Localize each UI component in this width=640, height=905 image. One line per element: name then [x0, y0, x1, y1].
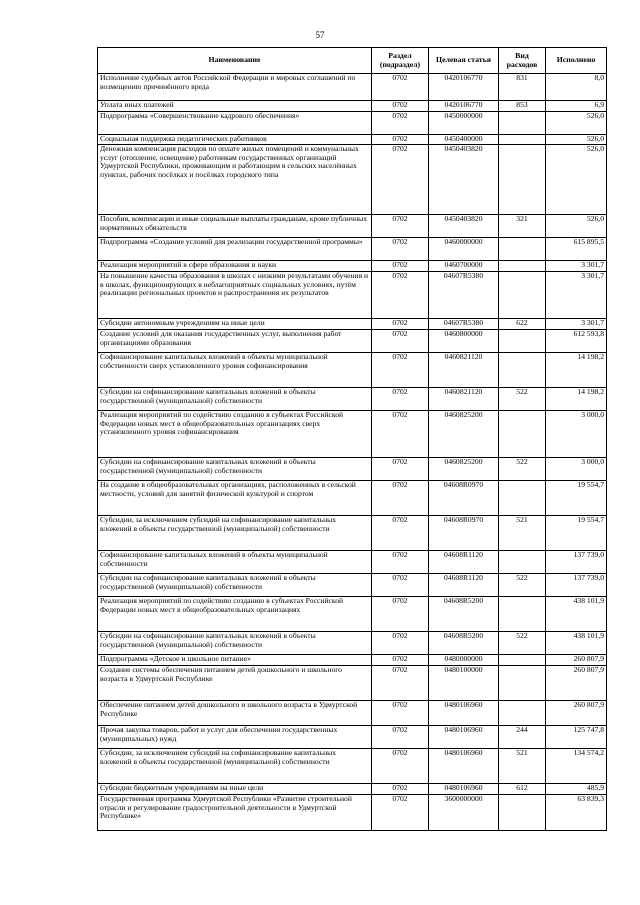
cell-expense-type: [499, 666, 546, 701]
cell-section: 0702: [372, 701, 429, 726]
cell-expense-type: 321: [499, 215, 546, 238]
table-row: [98, 701, 607, 726]
cell-executed: 3 000,0: [546, 458, 607, 481]
cell-target: 3600000000: [429, 795, 499, 831]
cell-name: Подпрограмма «Создание условий для реализации государственной программы»: [98, 238, 372, 261]
cell-expense-type: [499, 272, 546, 319]
table-row: [98, 749, 607, 784]
cell-section: 0702: [372, 261, 429, 272]
cell-expense-type: [499, 481, 546, 516]
table-row: [98, 795, 607, 831]
cell-name: Подпрограмма «Детское и школьное питание»: [98, 655, 372, 666]
cell-target: 0450000000: [429, 112, 499, 135]
cell-name: Денежная компенсация расходов по оплате жилых помещений и коммунальных услуг (отопление, освещение) работникам государственных организаций Удмуртской Республики, проживающим и работающим в сельских населённых пунктах, рабочих посёлках и посёлках городского типа: [98, 145, 372, 215]
table-row: [98, 411, 607, 458]
cell-section: 0702: [372, 574, 429, 597]
cell-name: Пособия, компенсации и иные социальные выплаты гражданам, кроме публичных нормативных обязательств: [98, 215, 372, 238]
cell-target: 0480106960: [429, 701, 499, 726]
cell-target: 0480106960: [429, 749, 499, 784]
cell-name: Обеспечение питанием детей дошкольного и школьного возраста в Удмуртской Республике: [98, 701, 372, 726]
table-row: [98, 481, 607, 516]
cell-name: Софинансирование капитальных вложений в объекты муниципальной собственности: [98, 551, 372, 574]
table-row: [98, 655, 607, 666]
table-row: [98, 632, 607, 655]
cell-executed: 526,0: [546, 215, 607, 238]
cell-name: Субсидии на софинансирование капитальных вложений в объекты государственной (муниципальной) собственности: [98, 632, 372, 655]
column-header-target: Целевая статья: [429, 48, 499, 74]
cell-target: 0450400000: [429, 135, 499, 145]
cell-target: 04607R5380: [429, 272, 499, 319]
cell-name: На создание в общеобразовательных организациях, расположенных в сельской местности, условий для занятий физической культурой и спортом: [98, 481, 372, 516]
cell-target: 04608R5200: [429, 632, 499, 655]
cell-section: 0702: [372, 655, 429, 666]
cell-expense-type: 522: [499, 574, 546, 597]
cell-expense-type: 853: [499, 101, 546, 112]
cell-expense-type: 521: [499, 749, 546, 784]
cell-section: 0702: [372, 795, 429, 831]
table-row: [98, 551, 607, 574]
cell-executed: 14 198,2: [546, 388, 607, 411]
cell-target: 04608R0970: [429, 516, 499, 551]
cell-expense-type: [499, 112, 546, 135]
budget-table: [97, 47, 607, 831]
table-row: [98, 574, 607, 597]
cell-section: 0702: [372, 388, 429, 411]
cell-section: 0702: [372, 632, 429, 655]
cell-executed: 438 101,9: [546, 597, 607, 632]
cell-expense-type: 521: [499, 516, 546, 551]
cell-executed: 134 574,2: [546, 749, 607, 784]
cell-expense-type: [499, 795, 546, 831]
cell-executed: 3 000,0: [546, 411, 607, 458]
table-row: [98, 516, 607, 551]
cell-expense-type: [499, 330, 546, 353]
cell-section: 0702: [372, 330, 429, 353]
cell-name: Субсидии на софинансирование капитальных вложений в объекты государственной (муниципальной) собственности: [98, 388, 372, 411]
cell-expense-type: 244: [499, 726, 546, 749]
table-row: [98, 261, 607, 272]
cell-executed: 137 739,0: [546, 574, 607, 597]
table-row: [98, 597, 607, 632]
cell-executed: 615 895,5: [546, 238, 607, 261]
cell-target: 0460800000: [429, 330, 499, 353]
cell-executed: 3 301,7: [546, 319, 607, 330]
cell-name: Уплата иных платежей: [98, 101, 372, 112]
cell-target: 0420106770: [429, 74, 499, 101]
cell-expense-type: [499, 135, 546, 145]
cell-expense-type: 612: [499, 784, 546, 795]
cell-executed: 260 807,9: [546, 701, 607, 726]
cell-expense-type: 622: [499, 319, 546, 330]
cell-target: 0460825200: [429, 458, 499, 481]
cell-target: 0450403820: [429, 145, 499, 215]
cell-target: 0460825200: [429, 411, 499, 458]
cell-name: На повышение качества образования в школах с низкими результатами обучения и в школах, функционирующих в неблагоприятных социальных условиях, путём реализации региональных проектов и распространения их результатов: [98, 272, 372, 319]
table-row: [98, 319, 607, 330]
cell-target: 04608R1120: [429, 551, 499, 574]
cell-expense-type: [499, 551, 546, 574]
column-header-section: Раздел (подраздел): [372, 48, 429, 74]
table-row: [98, 215, 607, 238]
cell-section: 0702: [372, 458, 429, 481]
cell-name: Субсидии автономным учреждениям на иные цели: [98, 319, 372, 330]
cell-section: 0702: [372, 784, 429, 795]
cell-executed: 438 101,9: [546, 632, 607, 655]
cell-section: 0702: [372, 101, 429, 112]
column-header-expense-type: Вид расходов: [499, 48, 546, 74]
cell-expense-type: [499, 145, 546, 215]
cell-executed: 8,0: [546, 74, 607, 101]
cell-name: Исполнение судебных актов Российской Федерации и мировых соглашений по возмещению причинённого вреда: [98, 74, 372, 101]
cell-expense-type: [499, 655, 546, 666]
cell-name: Реализация мероприятий по содействию созданию в субъектах Российской Федерации новых мест в общеобразовательных организациях сверх установленного уровня софинансирования: [98, 411, 372, 458]
cell-target: 0460000000: [429, 238, 499, 261]
cell-expense-type: [499, 353, 546, 388]
cell-executed: 14 198,2: [546, 353, 607, 388]
cell-executed: 63 839,3: [546, 795, 607, 831]
cell-executed: 6,9: [546, 101, 607, 112]
cell-section: 0702: [372, 238, 429, 261]
cell-target: 0460700000: [429, 261, 499, 272]
table-row: [98, 353, 607, 388]
cell-section: 0702: [372, 516, 429, 551]
cell-section: 0702: [372, 666, 429, 701]
table-row: [98, 726, 607, 749]
table-header-row: [98, 48, 607, 74]
cell-executed: 526,0: [546, 145, 607, 215]
cell-executed: 19 554,7: [546, 516, 607, 551]
cell-section: 0702: [372, 749, 429, 784]
cell-section: 0702: [372, 112, 429, 135]
cell-section: 0702: [372, 74, 429, 101]
cell-target: 0450403820: [429, 215, 499, 238]
column-header-executed: Исполнено: [546, 48, 607, 74]
cell-executed: 526,0: [546, 112, 607, 135]
cell-target: 04608R5200: [429, 597, 499, 632]
cell-expense-type: [499, 701, 546, 726]
cell-expense-type: [499, 411, 546, 458]
cell-name: Субсидии бюджетным учреждениям на иные цели: [98, 784, 372, 795]
cell-section: 0702: [372, 726, 429, 749]
cell-expense-type: 831: [499, 74, 546, 101]
cell-expense-type: 522: [499, 388, 546, 411]
cell-executed: 526,0: [546, 135, 607, 145]
cell-name: Создание системы обеспечения питанием детей дошкольного и школьного возраста в Удмуртской Республике: [98, 666, 372, 701]
table-row: [98, 272, 607, 319]
table-row: [98, 388, 607, 411]
cell-name: Софинансирование капитальных вложений в объекты муниципальной собственности сверх установленного уровня софинансирования: [98, 353, 372, 388]
cell-expense-type: [499, 238, 546, 261]
cell-section: 0702: [372, 411, 429, 458]
cell-name: Государственная программа Удмуртской Республики «Развитие строительной отрасли и регулирование градостроительной деятельности в Удмуртской Республике»: [98, 795, 372, 831]
cell-name: Субсидии, за исключением субсидий на софинансирование капитальных вложений в объекты государственной (муниципальной) собственности: [98, 516, 372, 551]
cell-executed: 3 301,7: [546, 261, 607, 272]
cell-name: Реализация мероприятий в сфере образования и науки: [98, 261, 372, 272]
table-row: [98, 330, 607, 353]
cell-name: Субсидии на софинансирование капитальных вложений в объекты государственной (муниципальной) собственности: [98, 574, 372, 597]
table-row: [98, 145, 607, 215]
cell-name: Реализация мероприятий по содействию созданию в субъектах Российской Федерации новых мест в общеобразовательных организациях: [98, 597, 372, 632]
cell-target: 0480100000: [429, 666, 499, 701]
cell-executed: 137 739,0: [546, 551, 607, 574]
cell-name: Подпрограмма «Совершенствование кадрового обеспечения»: [98, 112, 372, 135]
cell-executed: 260 807,9: [546, 655, 607, 666]
column-header-name: Наименование: [98, 48, 372, 74]
cell-executed: 612 593,8: [546, 330, 607, 353]
cell-name: Прочая закупка товаров, работ и услуг для обеспечения государственных (муниципальных) нужд: [98, 726, 372, 749]
cell-executed: 485,9: [546, 784, 607, 795]
cell-executed: 3 301,7: [546, 272, 607, 319]
cell-target: 04608R0970: [429, 481, 499, 516]
cell-executed: 19 554,7: [546, 481, 607, 516]
cell-executed: 260 807,9: [546, 666, 607, 701]
cell-section: 0702: [372, 145, 429, 215]
cell-target: 0480106960: [429, 784, 499, 795]
cell-section: 0702: [372, 551, 429, 574]
table-row: [98, 238, 607, 261]
table-row: [98, 74, 607, 101]
table-row: [98, 112, 607, 135]
cell-section: 0702: [372, 272, 429, 319]
cell-name: Социальная поддержка педагогических работников: [98, 135, 372, 145]
cell-target: 04608R1120: [429, 574, 499, 597]
cell-section: 0702: [372, 215, 429, 238]
cell-expense-type: 522: [499, 458, 546, 481]
cell-section: 0702: [372, 135, 429, 145]
cell-target: 0420106770: [429, 101, 499, 112]
cell-section: 0702: [372, 597, 429, 632]
cell-name: Создание условий для оказания государственных услуг, выполнения работ организациями образования: [98, 330, 372, 353]
cell-section: 0702: [372, 353, 429, 388]
cell-expense-type: [499, 597, 546, 632]
table-row: [98, 135, 607, 145]
table-row: [98, 666, 607, 701]
cell-name: Субсидии, за исключением субсидий на софинансирование капитальных вложений в объекты государственной (муниципальной) собственности: [98, 749, 372, 784]
cell-target: 04607R5380: [429, 319, 499, 330]
cell-target: 0480000000: [429, 655, 499, 666]
cell-target: 0460821120: [429, 388, 499, 411]
page-number: 57: [315, 30, 325, 40]
cell-section: 0702: [372, 481, 429, 516]
cell-name: Субсидии на софинансирование капитальных вложений в объекты государственной (муниципальной) собственности: [98, 458, 372, 481]
cell-executed: 125 747,8: [546, 726, 607, 749]
table-row: [98, 784, 607, 795]
cell-target: 0460821120: [429, 353, 499, 388]
table-row: [98, 458, 607, 481]
cell-expense-type: 522: [499, 632, 546, 655]
cell-section: 0702: [372, 319, 429, 330]
cell-expense-type: [499, 261, 546, 272]
cell-target: 0480106960: [429, 726, 499, 749]
table-row: [98, 101, 607, 112]
